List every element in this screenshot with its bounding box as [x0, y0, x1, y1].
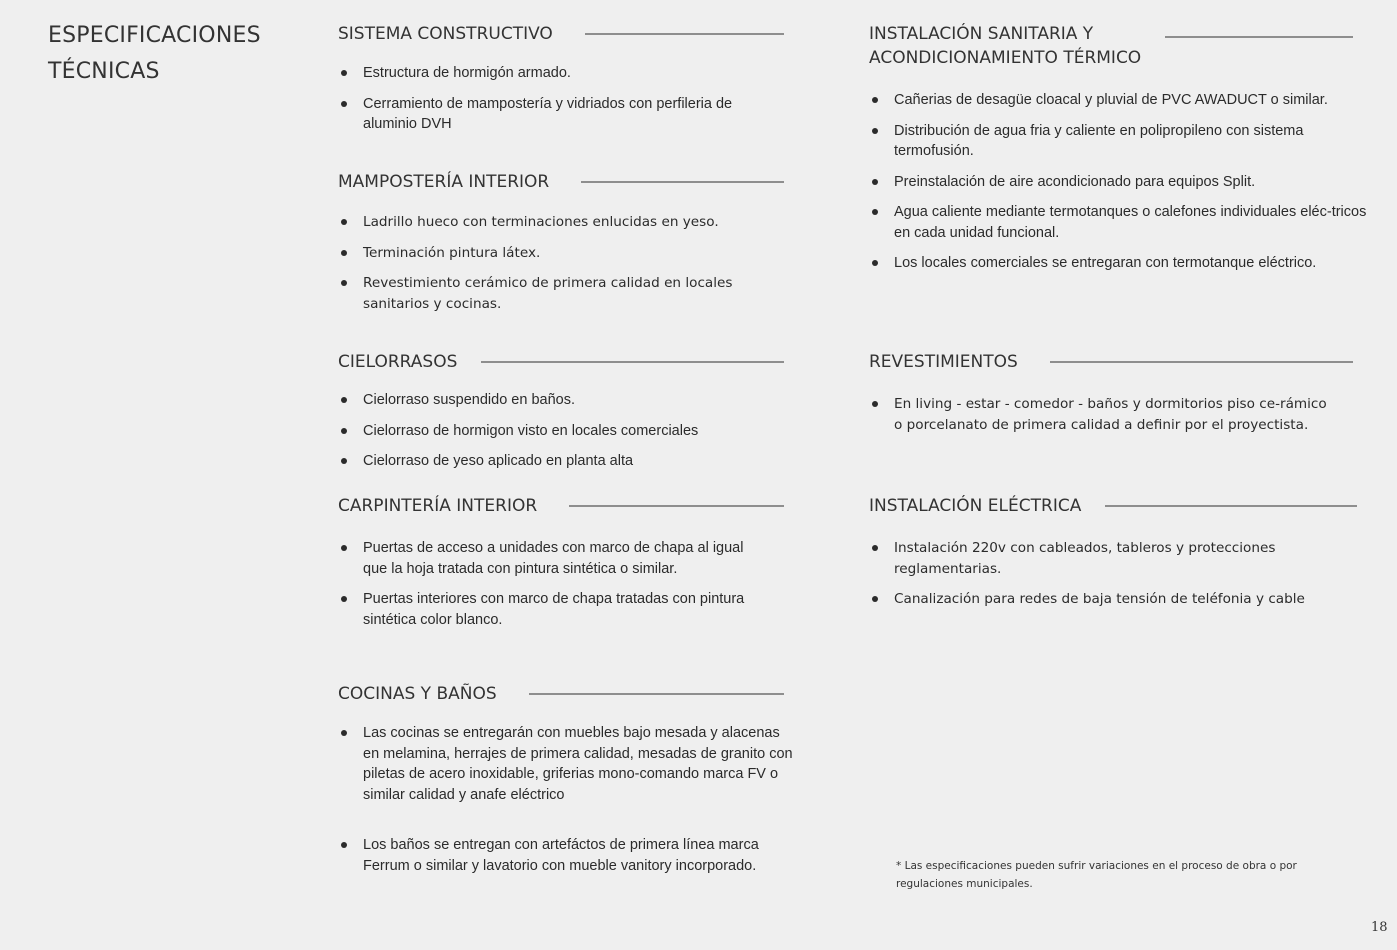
page-title-line1: ESPECIFICACIONES [48, 23, 261, 48]
section-divider [529, 693, 784, 695]
page-title [48, 18, 261, 90]
section-carpinteria-interior [338, 494, 784, 630]
bullet-list [338, 538, 768, 630]
section-title: MAMPOSTERÍA INTERIOR [338, 172, 550, 192]
list-item: Los locales comerciales se entregaran con termotanque eléctrico. [869, 253, 1384, 274]
bullet-list [338, 63, 778, 135]
list-item: Ladrillo hueco con terminaciones enlucidas en yeso. [338, 212, 778, 233]
list-item: Estructura de hormigón armado. [338, 63, 778, 84]
list-item: Los baños se entregan con artefáctos de primera línea marca Ferrum o similar y lavatorio con mueble vanitory incorporado. [338, 835, 783, 876]
section-divider [1050, 361, 1353, 363]
section-instalacion-electrica [869, 494, 1357, 610]
list-item: Cielorraso de yeso aplicado en planta alta [338, 451, 778, 472]
list-item: Agua caliente mediante termotanques o calefones individuales eléc-tricos en cada unidad funcional. [869, 202, 1384, 243]
section-divider [585, 33, 784, 35]
section-title-line1: INSTALACIÓN SANITARIA Y [869, 24, 1094, 44]
list-item: Distribución de agua fria y caliente en polipropileno con sistema termofusión. [869, 121, 1334, 162]
section-title [869, 22, 1141, 70]
section-instalacion-sanitaria [869, 22, 1367, 274]
section-mamposteria-interior [338, 170, 784, 314]
section-divider [481, 361, 784, 363]
section-cielorrasos [338, 350, 784, 472]
page-number: 18 [1371, 920, 1388, 935]
list-item: En living - estar - comedor - baños y dormitorios piso ce-rámico o porcelanato de primera calidad a definir por el proyectista. [869, 394, 1329, 435]
section-title-line2: ACONDICIONAMIENTO TÉRMICO [869, 48, 1142, 68]
section-title: SISTEMA CONSTRUCTIVO [338, 24, 553, 44]
section-title: CIELORRASOS [338, 352, 458, 372]
section-divider [1165, 36, 1353, 38]
section-revestimientos [869, 350, 1353, 435]
list-item: Puertas interiores con marco de chapa tratadas con pintura sintética color blanco. [338, 589, 768, 630]
list-item: Revestimiento cerámico de primera calidad en locales sanitarios y cocinas. [338, 273, 778, 314]
section-divider [1105, 505, 1357, 507]
section-title: CARPINTERÍA INTERIOR [338, 496, 538, 516]
section-sistema-constructivo [338, 22, 784, 135]
section-title: COCINAS Y BAÑOS [338, 684, 497, 704]
list-item: Preinstalación de aire acondicionado para equipos Split. [869, 172, 1384, 193]
bullet-list [338, 390, 778, 472]
section-divider [581, 181, 784, 183]
bullet-list [869, 394, 1329, 435]
list-item: Puertas de acceso a unidades con marco de chapa al igual que la hoja tratada con pintura sintética o similar. [338, 538, 768, 579]
bullet-list [338, 212, 778, 314]
bullet-list [338, 723, 796, 876]
list-item: Terminación pintura látex. [338, 243, 778, 264]
list-item: Instalación 220v con cableados, tableros y protecciones reglamentarias. [869, 538, 1339, 579]
bullet-list [869, 538, 1339, 610]
list-item: Canalización para redes de baja tensión de teléfonia y cable [869, 589, 1334, 610]
section-divider [569, 505, 784, 507]
list-item: Cielorraso suspendido en baños. [338, 390, 778, 411]
section-title: REVESTIMIENTOS [869, 352, 1018, 372]
list-item: Cerramiento de mampostería y vidriados con perfileria de aluminio DVH [338, 94, 778, 135]
footnote: * Las especificaciones pueden sufrir variaciones en el proceso de obra o por regulaciones municipales. [896, 860, 1297, 890]
page-title-line2: TÉCNICAS [48, 59, 160, 84]
section-cocinas-y-banos [338, 682, 793, 876]
list-item: Cañerias de desagüe cloacal y pluvial de PVC AWADUCT o similar. [869, 90, 1334, 111]
bullet-list [869, 90, 1384, 274]
list-item: Cielorraso de hormigon visto en locales comerciales [338, 421, 778, 442]
list-item: Las cocinas se entregarán con muebles bajo mesada y alacenas en melamina, herrajes de primera calidad, mesadas de granito con piletas de acero inoxidable, griferias mono-comando marca FV o similar calidad y anafe eléctrico [338, 723, 796, 805]
section-title: INSTALACIÓN ELÉCTRICA [869, 496, 1082, 516]
